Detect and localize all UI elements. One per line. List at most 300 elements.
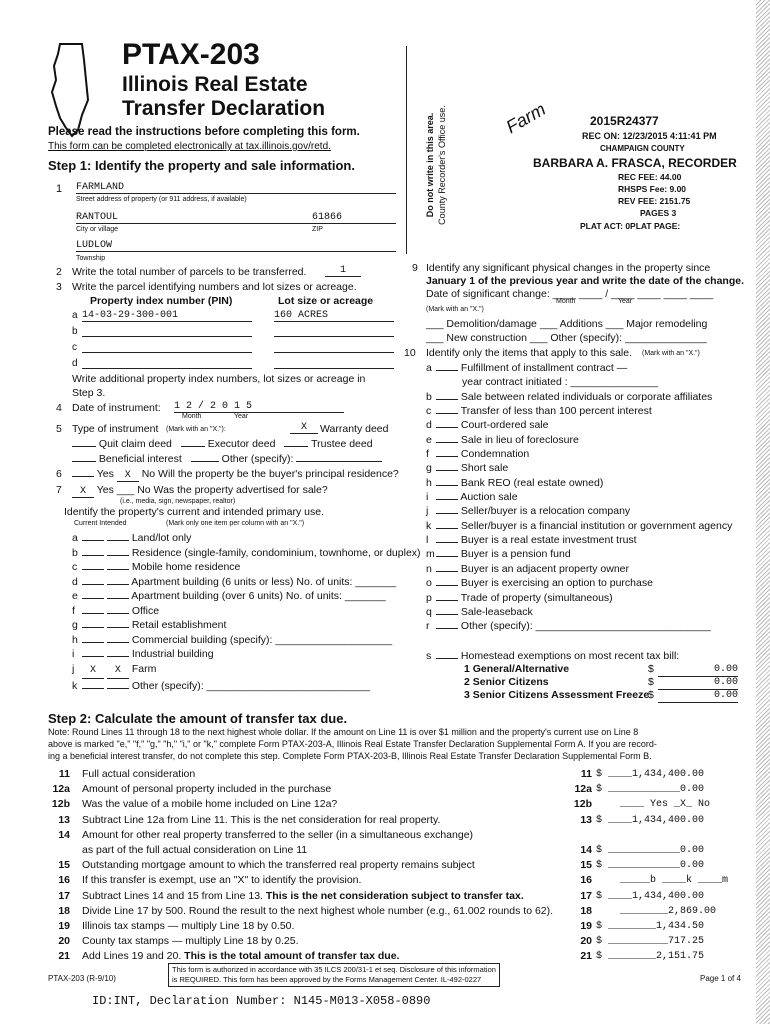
tax-line-desc: Divide Line 17 by 500. Round the result to the next highest whole number (e.g., 61.002 rounds to 62). — [82, 904, 554, 917]
line-number: 9 — [412, 262, 418, 274]
sale-item-row — [426, 433, 732, 447]
use-letter: j — [72, 662, 75, 675]
stamp-rec-on: REC ON: 12/23/2015 4:11:41 PM — [582, 131, 717, 141]
authorization-box — [168, 963, 500, 987]
tax-line-ref: 12b — [573, 798, 592, 811]
change-types-row-2[interactable]: ___ New construction ___ Other (specify): ______________ — [426, 332, 707, 344]
stamp-doc-number: 2015R24377 — [590, 114, 659, 128]
line9-text-2: January 1 of the previous year and write the date of the change. — [426, 275, 744, 287]
tax-line-desc: County tax stamps — multiply Line 18 by 0.25. — [82, 935, 299, 948]
stamp-rhsps-fee: RHSPS Fee: 9.00 — [618, 184, 687, 194]
sale-item-checkbox[interactable] — [436, 442, 458, 443]
tax-line-number: 15 — [58, 859, 70, 872]
line-number: 7 — [56, 484, 62, 496]
intended-use-checkbox[interactable] — [107, 555, 129, 556]
use-row — [72, 589, 421, 604]
current-use-checkbox[interactable] — [82, 642, 104, 643]
line-number: 10 — [404, 347, 416, 359]
sale-item-letter: f — [426, 448, 429, 461]
zip-caption: ZIP — [312, 226, 323, 233]
primary-use-list — [72, 531, 421, 694]
pin-letter: b — [72, 326, 78, 337]
use-label: Other (specify): ____________________________ — [131, 680, 371, 692]
intended-use-checkbox[interactable] — [107, 656, 129, 657]
exemption-amount[interactable]: 0.00 — [658, 676, 738, 690]
use-row — [72, 575, 421, 590]
tax-line-emphasis: This is the net consideration subject to transfer tax. — [265, 889, 524, 902]
sale-item-checkbox[interactable] — [436, 456, 458, 457]
tax-line-value[interactable]: $ ____________0.00 — [596, 844, 705, 856]
instrument-row-3 — [72, 453, 382, 465]
authorization-line-1: This form is authorized in accordance with 35 ILCS 200/31-1 et seq. Disclosure of this information — [172, 965, 496, 974]
use-row — [72, 546, 421, 561]
sale-item-label: Auction sale — [460, 491, 518, 504]
tax-line — [48, 782, 748, 797]
tax-line-value[interactable]: $ ________1,434.50 — [596, 920, 705, 932]
exemption-currency: $ — [648, 689, 654, 701]
sale-item-checkbox[interactable] — [436, 528, 458, 529]
sale-item-label: Fulfillment of installment contract — — [460, 362, 628, 374]
sale-item-checkbox[interactable] — [436, 399, 458, 400]
illinois-outline-icon — [50, 40, 92, 140]
stamp-county: CHAMPAIGN COUNTY — [600, 144, 685, 153]
sale-item-checkbox[interactable] — [436, 628, 458, 629]
page-number: Page 1 of 4 — [700, 974, 741, 983]
line9-year: Year — [618, 298, 633, 305]
sale-item-checkbox[interactable] — [436, 513, 458, 514]
use-label: Apartment building (6 units or less) No. of units: _______ — [131, 575, 397, 588]
scan-edge — [756, 0, 770, 1024]
use-row — [72, 604, 421, 619]
sale-item-row — [426, 490, 732, 504]
line-number: 5 — [56, 423, 62, 435]
tax-line-ref: 11 — [580, 768, 592, 780]
sale-item-label: Seller/buyer is a financial institution or government agency — [460, 519, 733, 532]
tax-line-text — [82, 782, 331, 797]
use-row — [72, 679, 421, 694]
month-caption: Month — [182, 413, 202, 420]
tax-line-desc: Illinois tax stamps — multiply Line 18 by 0.50. — [82, 919, 295, 932]
sale-item-label: Sale between related individuals or corporate affiliates — [460, 390, 713, 403]
sale-item-row — [426, 562, 732, 576]
sale-item-checkbox[interactable] — [436, 470, 458, 471]
line8-columns: Current Intended — [74, 520, 127, 527]
form-id: PTAX-203 (R-9/10) — [48, 974, 116, 983]
executor-checkbox[interactable] — [181, 446, 205, 447]
tax-line-value[interactable]: ____ Yes _X_ No — [620, 799, 711, 811]
tax-line-value[interactable]: $ ____________0.00 — [596, 784, 705, 796]
sale-item-row — [426, 476, 732, 490]
sale-item-letter: j — [426, 505, 429, 518]
tax-line-text — [82, 813, 440, 828]
tax-line-number: 16 — [58, 874, 70, 887]
tax-line-ref: 14 — [580, 843, 592, 856]
sale-item-row — [426, 547, 732, 561]
tax-line-text — [82, 797, 337, 812]
sale-item-checkbox[interactable] — [436, 370, 458, 371]
warranty-deed-mark[interactable]: X — [290, 422, 318, 434]
sale-item-label: Court-ordered sale — [460, 419, 549, 432]
tax-line-text — [82, 828, 473, 843]
line6-yes-checkbox[interactable] — [72, 476, 94, 477]
sale-item-checkbox[interactable] — [436, 485, 458, 486]
tax-line-ref: 15 — [580, 859, 592, 872]
tax-line — [48, 934, 748, 949]
stamp-rev-fee: REV FEE: 2151.75 — [618, 196, 691, 206]
use-letter: b — [72, 546, 78, 559]
sale-item-checkbox[interactable] — [436, 413, 458, 414]
tax-line-value[interactable]: $ ____1,434,400.00 — [596, 814, 705, 826]
sale-item-checkbox[interactable] — [436, 556, 458, 557]
sale-item-label: Transfer of less than 100 percent interest — [460, 405, 652, 418]
tax-line-desc: Subtract Lines 14 and 15 from Line 13. — [82, 889, 266, 902]
sale-item-checkbox[interactable] — [436, 499, 458, 500]
line10-mark-hint: (Mark with an "X.") — [642, 350, 700, 357]
intended-use-checkbox[interactable] — [107, 540, 129, 541]
city-caption: City or village — [76, 226, 119, 233]
tax-calc-lines — [48, 767, 748, 964]
exemption-row — [464, 689, 744, 702]
intended-use-checkbox[interactable] — [107, 598, 129, 599]
tax-line-desc: as part of the full actual consideration on Line 11 — [82, 843, 308, 856]
sale-item-label: year contract initiated : _______________ — [462, 376, 659, 389]
line-number: 2 — [56, 266, 62, 278]
line6-question: No Will the property be the buyer's principal residence? — [141, 468, 399, 480]
step1-title: Step 1: Identify the property and sale information. — [48, 158, 355, 173]
tax-line-number: 18 — [58, 904, 70, 917]
declaration-number: ID:INT, Declaration Number: N145-M013-X058-0890 — [92, 994, 431, 1008]
tax-line-number: 21 — [58, 950, 70, 963]
street-address-field[interactable]: FARMLAND — [76, 182, 396, 194]
pin-header: Property index number (PIN) — [90, 295, 233, 307]
tax-line — [48, 813, 748, 828]
tax-line-number: 12a — [52, 783, 70, 796]
lot-field[interactable] — [274, 368, 394, 369]
tax-line-ref: 13 — [580, 813, 592, 826]
current-use-checkbox[interactable] — [82, 688, 104, 689]
tax-line-text — [82, 843, 307, 858]
sale-item-checkbox[interactable] — [436, 542, 458, 543]
step2-title: Step 2: Calculate the amount of transfer tax due. — [48, 711, 348, 726]
sale-item-row — [426, 375, 732, 389]
use-letter: g — [72, 619, 78, 631]
exemption-amount[interactable]: 0.00 — [658, 663, 738, 677]
use-letter: e — [72, 590, 78, 602]
sale-item-label: Sale-leaseback — [460, 605, 533, 618]
use-letter: c — [72, 561, 78, 573]
tax-line-ref: 17 — [580, 889, 592, 902]
sale-item-letter: d — [426, 419, 432, 432]
pin-field[interactable] — [82, 352, 252, 353]
sale-item-letter: l — [426, 534, 429, 547]
sale-item-letter: m — [426, 548, 435, 561]
sale-item-row — [426, 533, 732, 547]
tax-line-number: 11 — [58, 768, 70, 780]
tax-line-number: 19 — [58, 919, 70, 932]
use-row — [72, 662, 421, 680]
homestead-label: Homestead exemptions on most recent tax bill: — [460, 650, 680, 662]
use-row — [72, 618, 421, 633]
tax-line-value[interactable]: $ ____________0.00 — [596, 860, 705, 872]
line5-mark-hint: (Mark with an "X."): — [166, 426, 226, 433]
line6-row — [72, 468, 399, 482]
tax-line-number: 12b — [51, 798, 70, 811]
pin-field[interactable]: 14-03-29-300-001 — [82, 310, 252, 322]
use-letter: d — [72, 575, 78, 588]
sale-item-letter: p — [426, 591, 432, 604]
zip-field[interactable]: 61866 — [312, 212, 343, 223]
line4-text: Date of instrument: — [72, 402, 161, 414]
additional-pins-text: Write additional property index numbers, lot sizes or acreage in — [72, 373, 366, 385]
tax-line-text — [82, 858, 475, 873]
line6-yes-label: Yes — [96, 468, 114, 480]
current-use-checkbox[interactable] — [82, 598, 104, 599]
line-number: 3 — [56, 281, 62, 293]
intended-use-checkbox[interactable] — [107, 613, 129, 614]
tax-line — [48, 889, 748, 904]
tax-line-text — [82, 919, 294, 934]
exemption-amount[interactable]: 0.00 — [658, 689, 738, 703]
use-label: Retail establishment — [131, 619, 227, 631]
lot-header: Lot size or acreage — [278, 295, 374, 307]
line3-text: Write the parcel identifying numbers and lot sizes or acreage. — [72, 281, 357, 293]
tax-line — [48, 797, 748, 812]
tax-line-value[interactable]: $ ________2,151.75 — [596, 951, 705, 963]
exemption-list — [464, 663, 744, 702]
line6-no-checkbox[interactable]: X — [117, 470, 139, 482]
electronic-filing-link[interactable]: This form can be completed electronically at tax.illinois.gov/retd. — [48, 141, 331, 152]
beneficial-checkbox[interactable] — [72, 461, 96, 462]
tax-line-ref: 18 — [580, 904, 592, 917]
tax-line-value[interactable]: ________2,869.00 — [620, 905, 717, 917]
pin-field[interactable] — [82, 368, 252, 369]
form-code: PTAX-203 — [122, 38, 260, 71]
tax-line-desc: Was the value of a mobile home included on Line 12a? — [82, 798, 338, 811]
sale-item-row — [426, 591, 732, 605]
warranty-deed-label: Warranty deed — [320, 423, 389, 435]
sale-item-row — [426, 605, 732, 619]
sale-item-label: Short sale — [460, 462, 509, 475]
sale-item-letter: k — [426, 519, 432, 532]
tax-line-desc: Full actual consideration — [82, 768, 196, 780]
sale-item-checkbox[interactable] — [436, 571, 458, 572]
current-use-checkbox[interactable]: X — [82, 664, 104, 680]
homestead-checkbox[interactable] — [436, 658, 458, 659]
other-instrument-checkbox[interactable] — [191, 461, 219, 462]
use-row — [72, 633, 421, 648]
lot-field[interactable] — [274, 336, 394, 337]
use-label: Apartment building (over 6 units) No. of units: _______ — [131, 590, 386, 602]
pin-field[interactable] — [82, 336, 252, 337]
tax-line-desc: Subtract Line 12a from Line 11. This is the net consideration for real property. — [82, 813, 441, 826]
tax-line-value[interactable]: $ ____1,434,400.00 — [596, 890, 705, 902]
sale-item-checkbox[interactable] — [436, 427, 458, 428]
tax-line — [48, 858, 748, 873]
change-types-row-1[interactable]: ___ Demolition/damage ___ Additions ___ Major remodeling — [426, 318, 708, 330]
other-instrument-label: Other (specify): — [221, 453, 294, 465]
sale-item-letter: n — [426, 562, 432, 575]
beneficial-label: Beneficial interest — [98, 453, 182, 465]
line8-mark-hint: (Mark only one item per column with an "X.") — [166, 520, 305, 527]
use-letter: f — [72, 604, 75, 617]
sale-item-label: Buyer is an adjacent property owner — [460, 562, 630, 575]
intended-use-checkbox[interactable] — [107, 642, 129, 643]
exemption-label: 3 Senior Citizens Assessment Freeze — [464, 689, 650, 701]
stamp-pages: PAGES 3 — [640, 208, 677, 218]
pin-list — [72, 310, 329, 374]
sale-item-letter: i — [426, 491, 429, 504]
tax-line-value[interactable]: $ ____1,434,400.00 — [596, 769, 705, 780]
use-row — [72, 560, 421, 575]
exemption-label: 2 Senior Citizens — [464, 676, 549, 688]
use-label: Commercial building (specify): ____________________ — [131, 633, 393, 646]
exemption-label: 1 General/Alternative — [464, 663, 570, 675]
intended-use-checkbox[interactable] — [107, 627, 129, 628]
sale-item-checkbox[interactable] — [436, 600, 458, 601]
line-number: 6 — [56, 468, 62, 480]
use-letter: k — [72, 680, 78, 692]
use-letter: a — [72, 532, 78, 544]
line9-month: Month — [556, 298, 576, 305]
tax-line-number: 20 — [58, 935, 70, 948]
sale-item-letter: b — [426, 390, 432, 403]
line7-yes-checkbox[interactable]: X — [72, 486, 94, 498]
line2-text: Write the total number of parcels to be transferred. — [72, 266, 307, 278]
stamp-rec-fee: REC FEE: 44.00 — [618, 172, 682, 182]
sale-item-label: Buyer is a pension fund — [460, 548, 571, 561]
tax-line — [48, 767, 748, 782]
current-use-checkbox[interactable] — [82, 627, 104, 628]
exemption-row — [464, 663, 744, 676]
quit-claim-checkbox[interactable] — [72, 446, 96, 447]
quit-claim-label: Quit claim deed — [98, 438, 172, 450]
sale-item-row — [426, 361, 732, 375]
use-label: Residence (single-family, condominium, townhome, or duplex) — [131, 546, 421, 559]
tax-line-text — [82, 904, 553, 919]
tax-line-desc: Outstanding mortgage amount to which the transferred real property remains subject — [82, 859, 475, 872]
use-row — [72, 531, 421, 546]
sale-item-row — [426, 461, 732, 475]
trustee-checkbox[interactable] — [284, 446, 308, 447]
tax-line-emphasis: This is the total amount of transfer tax due. — [184, 950, 400, 963]
use-row — [72, 647, 421, 662]
sale-item-label: Condemnation — [460, 448, 530, 461]
tax-line-number: 14 — [58, 828, 70, 841]
line8-text: Identify the property's current and intended primary use. — [64, 506, 324, 518]
tax-line-number: 17 — [58, 889, 70, 902]
township-field[interactable]: LUDLOW — [76, 240, 396, 252]
line9-text-3: Date of significant change: ____ ____ / ____ ____ ____ ____ — [426, 288, 714, 300]
sale-item-letter: q — [426, 605, 432, 618]
sale-items-list — [426, 361, 732, 634]
use-letter: h — [72, 633, 78, 646]
intended-use-checkbox[interactable]: X — [107, 664, 129, 680]
sale-item-row — [426, 576, 732, 590]
current-use-checkbox[interactable] — [82, 584, 104, 585]
sale-item-label: Sale in lieu of foreclosure — [460, 433, 579, 446]
sale-item-label: Seller/buyer is a relocation company — [460, 505, 631, 518]
pin-letter: c — [72, 342, 77, 353]
current-use-checkbox[interactable] — [82, 555, 104, 556]
line-number: 1 — [56, 183, 63, 195]
lot-field[interactable]: 160 ACRES — [274, 310, 394, 322]
sale-item-letter: c — [426, 405, 432, 418]
tax-line-ref: 20 — [580, 935, 592, 948]
line5-text: Type of instrument — [72, 423, 159, 435]
trustee-label: Trustee deed — [311, 438, 373, 450]
stamp-plat: PLAT ACT: 0PLAT PAGE: — [580, 221, 681, 231]
sale-item-label: Other (specify): ______________________________ — [460, 620, 711, 633]
instrument-date-field[interactable]: 1 2 / 2 0 1 5 — [174, 401, 344, 413]
intended-use-checkbox[interactable] — [107, 569, 129, 570]
tax-line-ref: 12a — [574, 783, 592, 796]
step2-note-3: ing a beneficial interest transfer, do not complete this step. Complete Form PTAX-203-B, Illinois Real Estate Transfer Declaration Supplemental Form B. — [48, 751, 652, 761]
use-label: Industrial building — [131, 648, 214, 660]
line-number: 4 — [56, 402, 62, 414]
year-caption: Year — [234, 413, 249, 420]
line7-question: Yes ___ No Was the property advertised for sale? — [96, 484, 328, 496]
current-use-checkbox[interactable] — [82, 613, 104, 614]
tax-line-value[interactable]: $ __________717.25 — [596, 936, 705, 948]
current-use-checkbox[interactable] — [82, 569, 104, 570]
sale-item-row — [426, 404, 732, 418]
form-title-line2: Transfer Declaration — [122, 97, 326, 120]
tax-line-value[interactable]: _____b ____k ____m — [620, 875, 729, 887]
tax-line-number: 13 — [58, 813, 70, 826]
tax-line-desc: Add Lines 19 and 20. — [82, 950, 185, 963]
sale-item-letter: a — [426, 362, 432, 374]
sale-item-checkbox[interactable] — [436, 585, 458, 586]
intended-use-checkbox[interactable] — [107, 688, 129, 689]
pin-letter: a — [72, 310, 78, 321]
tax-line-text — [82, 934, 299, 949]
use-label: Mobile home residence — [131, 561, 241, 573]
sale-item-letter: o — [426, 577, 432, 590]
tax-line — [48, 828, 748, 843]
city-field[interactable]: RANTOUL — [76, 212, 396, 224]
instructions-text: Please read the instructions before completing this form. — [48, 126, 360, 138]
authorization-line-2: is REQUIRED. This form has been approved by the Forms Management Center. IL-492-0227 — [172, 975, 482, 984]
sale-item-row — [426, 447, 732, 461]
sale-item-label: Buyer is exercising an option to purchase — [460, 577, 653, 590]
tax-line-ref: 19 — [580, 919, 592, 932]
sale-item-letter: r — [426, 620, 430, 633]
tax-line-desc: If this transfer is exempt, use an "X" to identify the provision. — [82, 874, 362, 887]
exemption-currency: $ — [648, 663, 654, 675]
intended-use-checkbox[interactable] — [107, 584, 129, 585]
line10-text: Identify only the items that apply to this sale. — [426, 347, 633, 359]
use-letter: i — [72, 648, 75, 660]
handwritten-mark: Farm — [502, 98, 549, 138]
step2-note-1: Note: Round Lines 11 through 18 to the next highest whole dollar. If the amount on Line 11 is over $1 million and the property's current use on Line 8 — [48, 727, 639, 737]
sale-item-letter: h — [426, 476, 432, 489]
tax-line-text — [82, 889, 524, 904]
recorder-note-1: Do not write in this area. — [425, 112, 435, 218]
tax-line-text — [82, 767, 195, 782]
line9-mark-hint: (Mark with an "X.") — [426, 306, 484, 313]
sale-item-checkbox[interactable] — [436, 614, 458, 615]
use-label: Office — [131, 604, 160, 617]
other-instrument-field[interactable] — [296, 461, 382, 462]
sale-item-row — [426, 390, 732, 404]
sale-item-letter: s — [426, 650, 432, 662]
tax-line-desc: Amount for other real property transferred to the seller (in a simultaneous exchange) — [82, 828, 474, 841]
lot-field[interactable] — [274, 352, 394, 353]
current-use-checkbox[interactable] — [82, 540, 104, 541]
parcel-count-field[interactable]: 1 — [325, 265, 361, 277]
current-use-checkbox[interactable] — [82, 656, 104, 657]
sale-item-label: Bank REO (real estate owned) — [460, 476, 604, 489]
